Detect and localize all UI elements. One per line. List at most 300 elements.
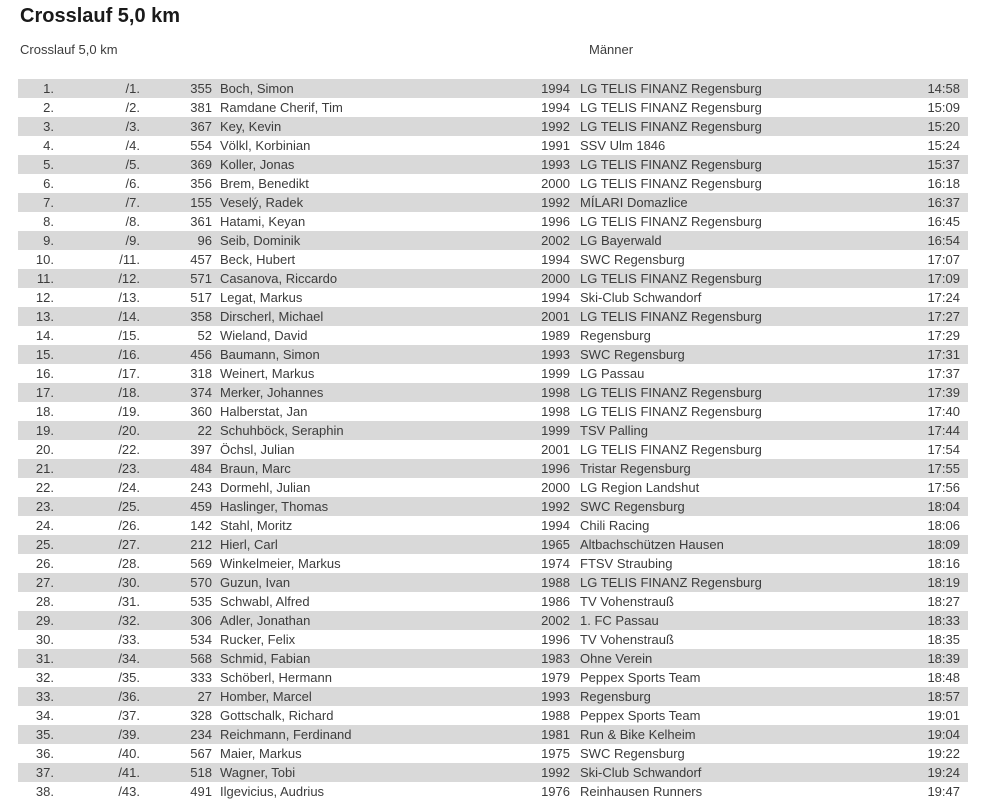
table-row bbox=[18, 744, 968, 763]
cell-place: 29. bbox=[35, 613, 54, 628]
cell-category-place: /27. bbox=[118, 537, 140, 552]
cell-category-place: /41. bbox=[118, 765, 140, 780]
table-row bbox=[18, 592, 968, 611]
cell-name: Adler, Jonathan bbox=[220, 613, 311, 628]
cell-time: 18:19 bbox=[927, 575, 960, 590]
cell-name: Legat, Markus bbox=[220, 290, 303, 305]
cell-category-place: /40. bbox=[118, 746, 140, 761]
cell-time: 16:54 bbox=[927, 233, 960, 248]
cell-name: Koller, Jonas bbox=[220, 157, 295, 172]
cell-club: LG Bayerwald bbox=[580, 233, 662, 248]
cell-place: 9. bbox=[43, 233, 54, 248]
cell-year: 1992 bbox=[541, 119, 570, 134]
cell-time: 14:58 bbox=[927, 81, 960, 96]
cell-category-place: /34. bbox=[118, 651, 140, 666]
cell-year: 1996 bbox=[541, 632, 570, 647]
cell-name: Gottschalk, Richard bbox=[220, 708, 334, 723]
table-row bbox=[18, 326, 968, 345]
table-row bbox=[18, 573, 968, 592]
cell-bib: 243 bbox=[190, 480, 212, 495]
table-row bbox=[18, 345, 968, 364]
cell-club: 1. FC Passau bbox=[580, 613, 659, 628]
cell-bib: 333 bbox=[190, 670, 212, 685]
cell-club: Ohne Verein bbox=[580, 651, 653, 666]
cell-category-place: /28. bbox=[118, 556, 140, 571]
cell-bib: 534 bbox=[190, 632, 212, 647]
cell-category-place: /7. bbox=[125, 195, 140, 210]
cell-bib: 358 bbox=[190, 309, 212, 324]
cell-year: 1998 bbox=[541, 385, 570, 400]
cell-year: 1981 bbox=[541, 727, 570, 742]
cell-year: 1992 bbox=[541, 765, 570, 780]
cell-bib: 27 bbox=[197, 689, 212, 704]
cell-place: 22. bbox=[35, 480, 54, 495]
cell-place: 10. bbox=[35, 252, 54, 267]
cell-time: 16:18 bbox=[927, 176, 960, 191]
cell-time: 19:01 bbox=[927, 708, 960, 723]
table-row bbox=[18, 79, 968, 98]
cell-bib: 568 bbox=[190, 651, 212, 666]
cell-category-place: /43. bbox=[118, 784, 140, 799]
cell-time: 18:33 bbox=[927, 613, 960, 628]
cell-place: 5. bbox=[43, 157, 54, 172]
table-row bbox=[18, 459, 968, 478]
cell-category-place: /5. bbox=[125, 157, 140, 172]
cell-bib: 142 bbox=[190, 518, 212, 533]
cell-category-place: /6. bbox=[125, 176, 140, 191]
cell-place: 36. bbox=[35, 746, 54, 761]
cell-year: 1999 bbox=[541, 423, 570, 438]
cell-year: 1994 bbox=[541, 290, 570, 305]
cell-club: SWC Regensburg bbox=[580, 252, 685, 267]
cell-time: 19:47 bbox=[927, 784, 960, 799]
cell-name: Dirscherl, Michael bbox=[220, 309, 324, 324]
cell-name: Völkl, Korbinian bbox=[220, 138, 311, 153]
cell-place: 35. bbox=[35, 727, 54, 742]
cell-club: Peppex Sports Team bbox=[580, 708, 701, 723]
cell-year: 1975 bbox=[541, 746, 570, 761]
cell-time: 17:09 bbox=[927, 271, 960, 286]
cell-bib: 96 bbox=[197, 233, 212, 248]
table-row bbox=[18, 193, 968, 212]
cell-club: TSV Palling bbox=[580, 423, 648, 438]
cell-place: 34. bbox=[35, 708, 54, 723]
cell-category-place: /13. bbox=[118, 290, 140, 305]
cell-category-place: /2. bbox=[125, 100, 140, 115]
cell-year: 1988 bbox=[541, 575, 570, 590]
table-row bbox=[18, 288, 968, 307]
cell-time: 17:56 bbox=[927, 480, 960, 495]
table-row bbox=[18, 364, 968, 383]
cell-category-place: /16. bbox=[118, 347, 140, 362]
cell-category-place: /31. bbox=[118, 594, 140, 609]
cell-club: Reinhausen Runners bbox=[580, 784, 703, 799]
cell-club: LG TELIS FINANZ Regensburg bbox=[580, 214, 762, 229]
cell-name: Veselý, Radek bbox=[220, 195, 304, 210]
cell-place: 13. bbox=[35, 309, 54, 324]
cell-year: 2001 bbox=[541, 442, 570, 457]
cell-name: Merker, Johannes bbox=[220, 385, 324, 400]
cell-category-place: /4. bbox=[125, 138, 140, 153]
cell-club: Regensburg bbox=[580, 328, 651, 343]
cell-name: Key, Kevin bbox=[220, 119, 282, 134]
cell-category-place: /22. bbox=[118, 442, 140, 457]
cell-place: 21. bbox=[35, 461, 54, 476]
cell-club: Ski-Club Schwandorf bbox=[580, 765, 702, 780]
cell-bib: 369 bbox=[190, 157, 212, 172]
table-row bbox=[18, 155, 968, 174]
cell-year: 1991 bbox=[541, 138, 570, 153]
cell-name: Haslinger, Thomas bbox=[220, 499, 329, 514]
cell-club: LG TELIS FINANZ Regensburg bbox=[580, 100, 762, 115]
cell-time: 17:31 bbox=[927, 347, 960, 362]
cell-place: 11. bbox=[36, 271, 54, 286]
cell-time: 16:37 bbox=[927, 195, 960, 210]
cell-category-place: /18. bbox=[118, 385, 140, 400]
table-row bbox=[18, 174, 968, 193]
cell-year: 1996 bbox=[541, 214, 570, 229]
cell-category-place: /15. bbox=[118, 328, 140, 343]
cell-category-place: /19. bbox=[118, 404, 140, 419]
cell-place: 37. bbox=[35, 765, 54, 780]
cell-name: Dormehl, Julian bbox=[220, 480, 311, 495]
cell-name: Braun, Marc bbox=[220, 461, 291, 476]
cell-year: 1998 bbox=[541, 404, 570, 419]
cell-club: LG TELIS FINANZ Regensburg bbox=[580, 119, 762, 134]
cell-category-place: /20. bbox=[118, 423, 140, 438]
cell-name: Maier, Markus bbox=[220, 746, 302, 761]
table-row bbox=[18, 269, 968, 288]
cell-bib: 381 bbox=[190, 100, 212, 115]
cell-name: Baumann, Simon bbox=[220, 347, 320, 362]
cell-club: Regensburg bbox=[580, 689, 651, 704]
cell-bib: 328 bbox=[190, 708, 212, 723]
cell-category-place: /30. bbox=[118, 575, 140, 590]
cell-place: 2. bbox=[43, 100, 54, 115]
cell-year: 1988 bbox=[541, 708, 570, 723]
cell-name: Ilgevicius, Audrius bbox=[220, 784, 325, 799]
cell-category-place: /25. bbox=[118, 499, 140, 514]
cell-bib: 155 bbox=[190, 195, 212, 210]
cell-bib: 360 bbox=[190, 404, 212, 419]
cell-bib: 212 bbox=[190, 537, 212, 552]
cell-name: Schmid, Fabian bbox=[220, 651, 311, 666]
cell-time: 17:39 bbox=[927, 385, 960, 400]
cell-bib: 567 bbox=[190, 746, 212, 761]
cell-bib: 569 bbox=[190, 556, 212, 571]
race-subtitle: Crosslauf 5,0 km bbox=[20, 42, 118, 57]
cell-name: Ramdane Cherif, Tim bbox=[220, 100, 343, 115]
cell-time: 19:04 bbox=[927, 727, 960, 742]
cell-place: 27. bbox=[35, 575, 54, 590]
cell-bib: 535 bbox=[190, 594, 212, 609]
cell-time: 15:37 bbox=[927, 157, 960, 172]
cell-place: 8. bbox=[43, 214, 54, 229]
cell-name: Brem, Benedikt bbox=[220, 176, 309, 191]
cell-category-place: /1. bbox=[125, 81, 140, 96]
cell-year: 2000 bbox=[541, 271, 570, 286]
cell-category-place: /8. bbox=[125, 214, 140, 229]
cell-year: 1993 bbox=[541, 157, 570, 172]
table-row bbox=[18, 440, 968, 459]
cell-club: LG Passau bbox=[580, 366, 645, 381]
cell-bib: 356 bbox=[190, 176, 212, 191]
cell-bib: 518 bbox=[190, 765, 212, 780]
cell-place: 1. bbox=[43, 81, 54, 96]
cell-place: 28. bbox=[35, 594, 54, 609]
cell-year: 1993 bbox=[541, 347, 570, 362]
cell-club: SWC Regensburg bbox=[580, 746, 685, 761]
table-row bbox=[18, 231, 968, 250]
table-row bbox=[18, 706, 968, 725]
cell-name: Boch, Simon bbox=[220, 81, 294, 96]
table-row bbox=[18, 497, 968, 516]
results-table bbox=[18, 79, 968, 801]
cell-time: 17:37 bbox=[927, 366, 960, 381]
cell-time: 18:35 bbox=[927, 632, 960, 647]
cell-category-place: /14. bbox=[118, 309, 140, 324]
table-row bbox=[18, 383, 968, 402]
cell-name: Beck, Hubert bbox=[220, 252, 296, 267]
page-header bbox=[0, 0, 1000, 79]
cell-category-place: /32. bbox=[118, 613, 140, 628]
cell-bib: 367 bbox=[190, 119, 212, 134]
cell-year: 1983 bbox=[541, 651, 570, 666]
cell-year: 2002 bbox=[541, 233, 570, 248]
cell-club: LG TELIS FINANZ Regensburg bbox=[580, 309, 762, 324]
cell-time: 17:44 bbox=[927, 423, 960, 438]
cell-year: 1994 bbox=[541, 252, 570, 267]
cell-name: Winkelmeier, Markus bbox=[220, 556, 341, 571]
cell-name: Hierl, Carl bbox=[220, 537, 278, 552]
cell-bib: 491 bbox=[190, 784, 212, 799]
cell-year: 1965 bbox=[541, 537, 570, 552]
cell-bib: 459 bbox=[190, 499, 212, 514]
cell-name: Wagner, Tobi bbox=[220, 765, 296, 780]
cell-name: Hatami, Keyan bbox=[220, 214, 306, 229]
cell-place: 6. bbox=[43, 176, 54, 191]
page-title: Crosslauf 5,0 km bbox=[20, 5, 181, 27]
cell-bib: 456 bbox=[190, 347, 212, 362]
cell-club: FTSV Straubing bbox=[580, 556, 673, 571]
cell-name: Homber, Marcel bbox=[220, 689, 312, 704]
cell-bib: 397 bbox=[190, 442, 212, 457]
table-row bbox=[18, 212, 968, 231]
table-row bbox=[18, 649, 968, 668]
cell-time: 18:04 bbox=[927, 499, 960, 514]
cell-club: LG TELIS FINANZ Regensburg bbox=[580, 385, 762, 400]
table-row bbox=[18, 611, 968, 630]
table-row bbox=[18, 117, 968, 136]
cell-name: Halberstat, Jan bbox=[220, 404, 308, 419]
cell-time: 17:24 bbox=[927, 290, 960, 305]
cell-year: 1992 bbox=[541, 499, 570, 514]
cell-bib: 355 bbox=[190, 81, 212, 96]
cell-category-place: /9. bbox=[125, 233, 140, 248]
cell-bib: 52 bbox=[197, 328, 212, 343]
cell-year: 2000 bbox=[541, 176, 570, 191]
table-row bbox=[18, 478, 968, 497]
cell-year: 2000 bbox=[541, 480, 570, 495]
cell-place: 12. bbox=[35, 290, 54, 305]
cell-time: 17:55 bbox=[927, 461, 960, 476]
cell-category-place: /3. bbox=[125, 119, 140, 134]
cell-name: Stahl, Moritz bbox=[220, 518, 293, 533]
cell-year: 2001 bbox=[541, 309, 570, 324]
cell-name: Schwabl, Alfred bbox=[220, 594, 310, 609]
cell-time: 18:57 bbox=[927, 689, 960, 704]
cell-time: 18:27 bbox=[927, 594, 960, 609]
cell-name: Casanova, Riccardo bbox=[220, 271, 338, 286]
cell-bib: 484 bbox=[190, 461, 212, 476]
cell-club: Peppex Sports Team bbox=[580, 670, 701, 685]
cell-name: Rucker, Felix bbox=[220, 632, 296, 647]
cell-category-place: /36. bbox=[118, 689, 140, 704]
table-row bbox=[18, 668, 968, 687]
cell-bib: 306 bbox=[190, 613, 212, 628]
cell-place: 3. bbox=[43, 119, 54, 134]
cell-category-place: /11. bbox=[119, 252, 140, 267]
cell-place: 16. bbox=[35, 366, 54, 381]
cell-club: LG TELIS FINANZ Regensburg bbox=[580, 271, 762, 286]
table-row bbox=[18, 763, 968, 782]
cell-category-place: /26. bbox=[118, 518, 140, 533]
cell-name: Seib, Dominik bbox=[220, 233, 301, 248]
cell-club: Chili Racing bbox=[580, 518, 650, 533]
category-header: Männer bbox=[589, 42, 634, 57]
cell-club: SWC Regensburg bbox=[580, 347, 685, 362]
cell-name: Öchsl, Julian bbox=[220, 442, 295, 457]
cell-time: 18:16 bbox=[927, 556, 960, 571]
cell-place: 26. bbox=[35, 556, 54, 571]
table-row bbox=[18, 136, 968, 155]
cell-club: LG TELIS FINANZ Regensburg bbox=[580, 176, 762, 191]
cell-place: 15. bbox=[35, 347, 54, 362]
table-row bbox=[18, 782, 968, 801]
cell-club: Tristar Regensburg bbox=[580, 461, 691, 476]
table-row bbox=[18, 554, 968, 573]
cell-time: 15:20 bbox=[927, 119, 960, 134]
cell-club: LG TELIS FINANZ Regensburg bbox=[580, 404, 762, 419]
cell-bib: 318 bbox=[190, 366, 212, 381]
cell-year: 1994 bbox=[541, 81, 570, 96]
cell-year: 1979 bbox=[541, 670, 570, 685]
cell-club: TV Vohenstrauß bbox=[580, 594, 674, 609]
cell-time: 18:39 bbox=[927, 651, 960, 666]
cell-club: MÍLARI Domazlice bbox=[580, 195, 688, 210]
results-table-body bbox=[18, 79, 968, 801]
cell-place: 19. bbox=[35, 423, 54, 438]
cell-name: Schuhböck, Seraphin bbox=[220, 423, 344, 438]
cell-club: LG TELIS FINANZ Regensburg bbox=[580, 575, 762, 590]
cell-place: 30. bbox=[35, 632, 54, 647]
table-row bbox=[18, 725, 968, 744]
cell-year: 1994 bbox=[541, 100, 570, 115]
cell-category-place: /24. bbox=[118, 480, 140, 495]
cell-place: 14. bbox=[35, 328, 54, 343]
cell-name: Schöberl, Hermann bbox=[220, 670, 332, 685]
cell-year: 1993 bbox=[541, 689, 570, 704]
table-row bbox=[18, 307, 968, 326]
table-row bbox=[18, 687, 968, 706]
cell-bib: 571 bbox=[190, 271, 212, 286]
cell-name: Guzun, Ivan bbox=[220, 575, 291, 590]
cell-time: 17:07 bbox=[927, 252, 960, 267]
cell-place: 7. bbox=[43, 195, 54, 210]
cell-place: 38. bbox=[35, 784, 54, 799]
cell-category-place: /35. bbox=[118, 670, 140, 685]
cell-name: Reichmann, Ferdinand bbox=[220, 727, 352, 742]
cell-year: 2002 bbox=[541, 613, 570, 628]
cell-time: 19:24 bbox=[927, 765, 960, 780]
cell-year: 1992 bbox=[541, 195, 570, 210]
cell-category-place: /17. bbox=[118, 366, 140, 381]
cell-time: 18:09 bbox=[927, 537, 960, 552]
cell-bib: 361 bbox=[190, 214, 212, 229]
cell-year: 1989 bbox=[541, 328, 570, 343]
cell-time: 17:29 bbox=[927, 328, 960, 343]
cell-place: 25. bbox=[35, 537, 54, 552]
cell-place: 31. bbox=[35, 651, 54, 666]
cell-club: LG TELIS FINANZ Regensburg bbox=[580, 157, 762, 172]
cell-club: TV Vohenstrauß bbox=[580, 632, 674, 647]
cell-category-place: /37. bbox=[118, 708, 140, 723]
cell-club: LG TELIS FINANZ Regensburg bbox=[580, 442, 762, 457]
cell-place: 33. bbox=[35, 689, 54, 704]
cell-place: 24. bbox=[35, 518, 54, 533]
cell-bib: 554 bbox=[190, 138, 212, 153]
cell-club: Altbachschützen Hausen bbox=[580, 537, 724, 552]
cell-year: 1986 bbox=[541, 594, 570, 609]
cell-club: LG Region Landshut bbox=[580, 480, 700, 495]
cell-category-place: /33. bbox=[118, 632, 140, 647]
cell-time: 17:54 bbox=[927, 442, 960, 457]
cell-year: 1976 bbox=[541, 784, 570, 799]
cell-club: SSV Ulm 1846 bbox=[580, 138, 666, 153]
cell-name: Weinert, Markus bbox=[220, 366, 315, 381]
cell-club: LG TELIS FINANZ Regensburg bbox=[580, 81, 762, 96]
cell-time: 15:24 bbox=[927, 138, 960, 153]
table-row bbox=[18, 421, 968, 440]
cell-category-place: /23. bbox=[118, 461, 140, 476]
cell-bib: 570 bbox=[190, 575, 212, 590]
cell-place: 17. bbox=[35, 385, 54, 400]
cell-name: Wieland, David bbox=[220, 328, 308, 343]
cell-time: 19:22 bbox=[927, 746, 960, 761]
cell-year: 1996 bbox=[541, 461, 570, 476]
cell-time: 17:40 bbox=[927, 404, 960, 419]
cell-place: 18. bbox=[35, 404, 54, 419]
cell-club: Run & Bike Kelheim bbox=[580, 727, 696, 742]
cell-club: SWC Regensburg bbox=[580, 499, 685, 514]
cell-category-place: /39. bbox=[118, 727, 140, 742]
table-row bbox=[18, 516, 968, 535]
table-row bbox=[18, 98, 968, 117]
cell-place: 4. bbox=[43, 138, 54, 153]
cell-time: 18:48 bbox=[927, 670, 960, 685]
cell-place: 20. bbox=[35, 442, 54, 457]
cell-club: Ski-Club Schwandorf bbox=[580, 290, 702, 305]
cell-bib: 457 bbox=[190, 252, 212, 267]
cell-time: 16:45 bbox=[927, 214, 960, 229]
cell-time: 17:27 bbox=[927, 309, 960, 324]
cell-category-place: /12. bbox=[118, 271, 140, 286]
cell-bib: 374 bbox=[190, 385, 212, 400]
cell-place: 32. bbox=[35, 670, 54, 685]
cell-time: 15:09 bbox=[927, 100, 960, 115]
table-row bbox=[18, 630, 968, 649]
cell-time: 18:06 bbox=[927, 518, 960, 533]
